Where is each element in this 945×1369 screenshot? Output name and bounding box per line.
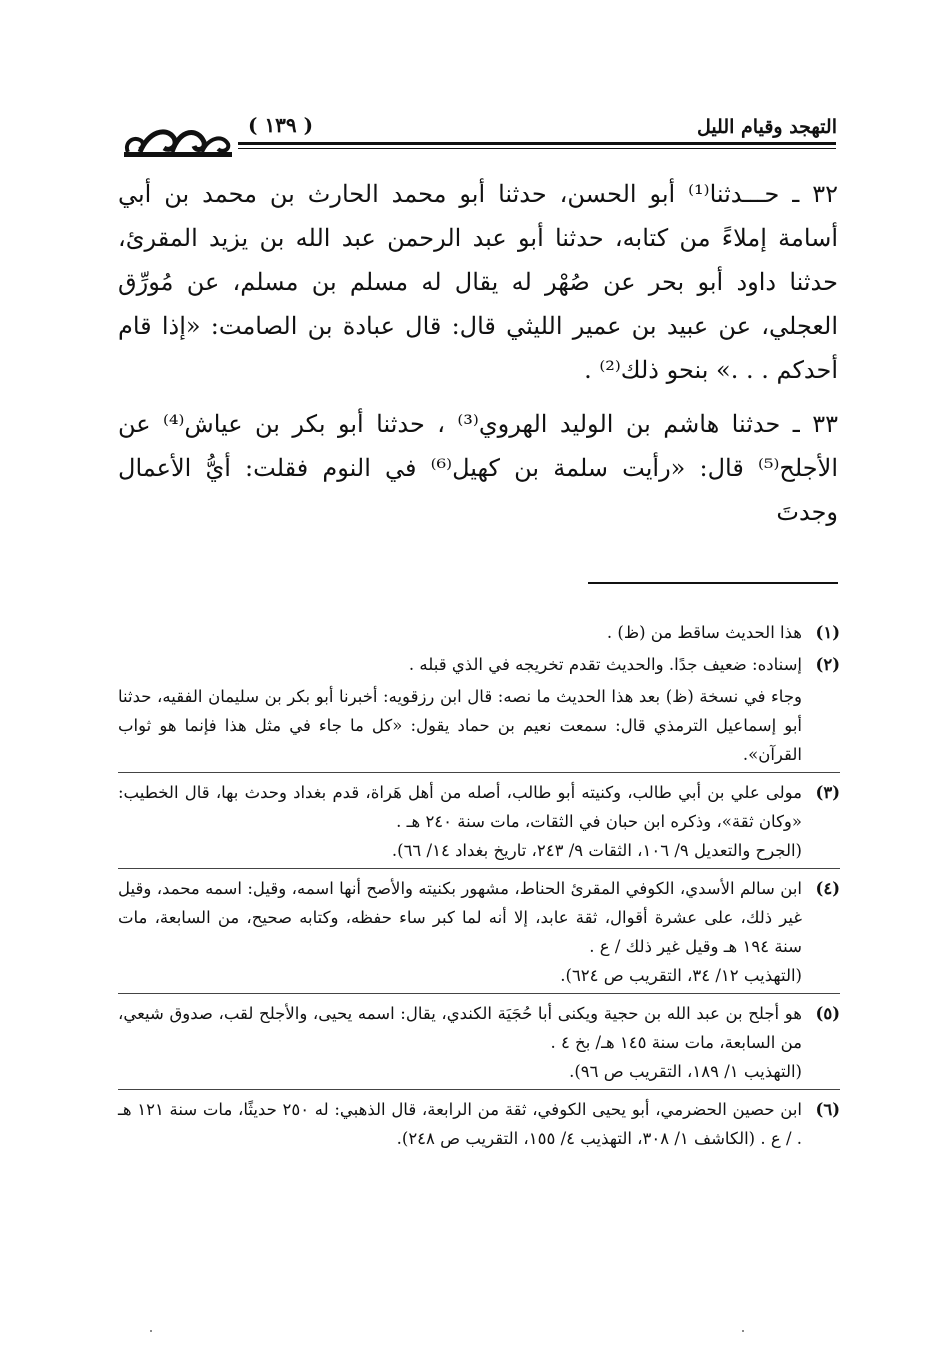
footnote-number: (٦): [815, 1100, 840, 1119]
page-number: ( ١٣٩ ): [248, 113, 314, 137]
footnote-5: [118, 999, 840, 1086]
footnote-3: [118, 778, 840, 865]
footnote-text: ابن سالم الأسدي، الكوفي المقرئ الحناط، مشهور بكنيته والأصح أنها اسمه، وقيل: اسمه محمد، وقيل غير ذلك، على عشرة أقوال، ثقة عابد، إلا أنه لما كبر ساء حفظه، وكتابه صحيح، من السابعة، مات سنة ١٩٤ هـ وقيل غير ذلك / ع .: [118, 879, 802, 956]
header-rule-thin: [238, 148, 836, 149]
scan-speck: [150, 1330, 152, 1332]
footnote-separator: [588, 582, 838, 584]
footnote-divider: [118, 993, 840, 994]
footnote-number: (٥): [815, 1004, 840, 1023]
paragraph-32: ٣٢ ـ حـــدثنا⁽¹⁾ أبو الحسن، حدثنا أبو محمد الحارث بن محمد بن أبي أسامة إملاءً من كتابه، حدثنا أبو عبد الرحمن عبد الله بن يزيد المقرئ، حدثنا داود أبو بحر عن صُهْر له يقال له مسلم بن مسلم، عن مُورِّق العجلي، عن عبيد بن عمير الليثي قال: قال عبادة بن الصامت: «إذا قام أحدكم . . .» بنحو ذلك⁽²⁾ .: [118, 180, 838, 384]
footnote-text: إسناده: ضعيف جدًا. والحديث تقدم تخريجه في الذي قبله .: [408, 655, 802, 674]
footnote-divider: [118, 1089, 840, 1090]
footnote-number: (١): [815, 623, 840, 642]
footnote-2-extra: وجاء في نسخة (ظ) بعد هذا الحديث ما نصه: قال ابن رزقويه: أخبرنا أبو بكر بن سليمان الفقيه، حدثنا أبو إسماعيل الترمذي قال: سمعت نعيم بن حماد يقول: «كل ما جاء في مثل هذا فإنما هو ثواب القرآن».: [118, 687, 802, 764]
ornament-icon: [122, 122, 234, 160]
scan-speck: [742, 1330, 744, 1332]
footnote-number: (٤): [815, 879, 840, 898]
footnote-reference: (التهذيب ١/ ١٨٩، التقريب ص ٩٦).: [569, 1062, 802, 1081]
footnote-2: [118, 650, 840, 679]
footnote-number: (٣): [815, 783, 840, 802]
footnote-4: [118, 874, 840, 990]
footnote-6: [118, 1095, 840, 1153]
footnote-text: هو أجلح بن عبد الله بن حجية ويكنى أبا حُجَيَة الكندي، يقال: اسمه يحيى، والأجلح لقب، صدوق شيعي، من السابعة، مات سنة ١٤٥ هـ/ بخ ٤ .: [118, 1004, 802, 1052]
footnote-number: (٢): [815, 655, 840, 674]
paragraph-33: ٣٣ ـ حدثنا هاشم بن الوليد الهروي⁽³⁾ ، حدثنا أبو بكر بن عياش⁽⁴⁾ عن الأجلح⁽⁵⁾ قال: «رأيت سلمة بن كهيل⁽⁶⁾ في النوم فقلت: أيُّ الأعمال وجدتَ: [118, 410, 838, 526]
footnotes: [118, 618, 840, 1156]
header-rule: [238, 142, 836, 145]
footnote-reference: (التهذيب ١٢/ ٣٤، التقريب ص ٦٢٤).: [560, 966, 802, 985]
main-text: [118, 172, 838, 534]
footnote-text: مولى علي بن أبي طالب، وكنيته أبو طالب، أصله من أهل هَراة، قدم بغداد وحدث بها، قال الخطيب: «وكان ثقة»، وذكره ابن حبان في الثقات، مات سنة ٢٤٠ هـ .: [118, 783, 802, 831]
footnote-divider: [118, 772, 840, 773]
running-title: التهجد وقيام الليل: [696, 116, 837, 138]
footnote-reference: (الجرح والتعديل ٩/ ١٠٦، الثقات ٩/ ٢٤٣، تاريخ بغداد ١٤/ ٦٦).: [391, 841, 802, 860]
footnote-1: [118, 618, 840, 647]
footnote-text: هذا الحديث ساقط من (ظ) .: [606, 623, 802, 642]
footnote-text: ابن حصين الحضرمي، أبو يحيى الكوفي، ثقة من الرابعة، قال الذهبي: له ٢٥٠ حديثًا، مات سنة ١٢١ هـ . / ع . (الكاشف ١/ ٣٠٨، التهذيب ٤/ ١٥٥، التقريب ص ٢٤٨).: [118, 1100, 802, 1148]
footnote-divider: [118, 868, 840, 869]
